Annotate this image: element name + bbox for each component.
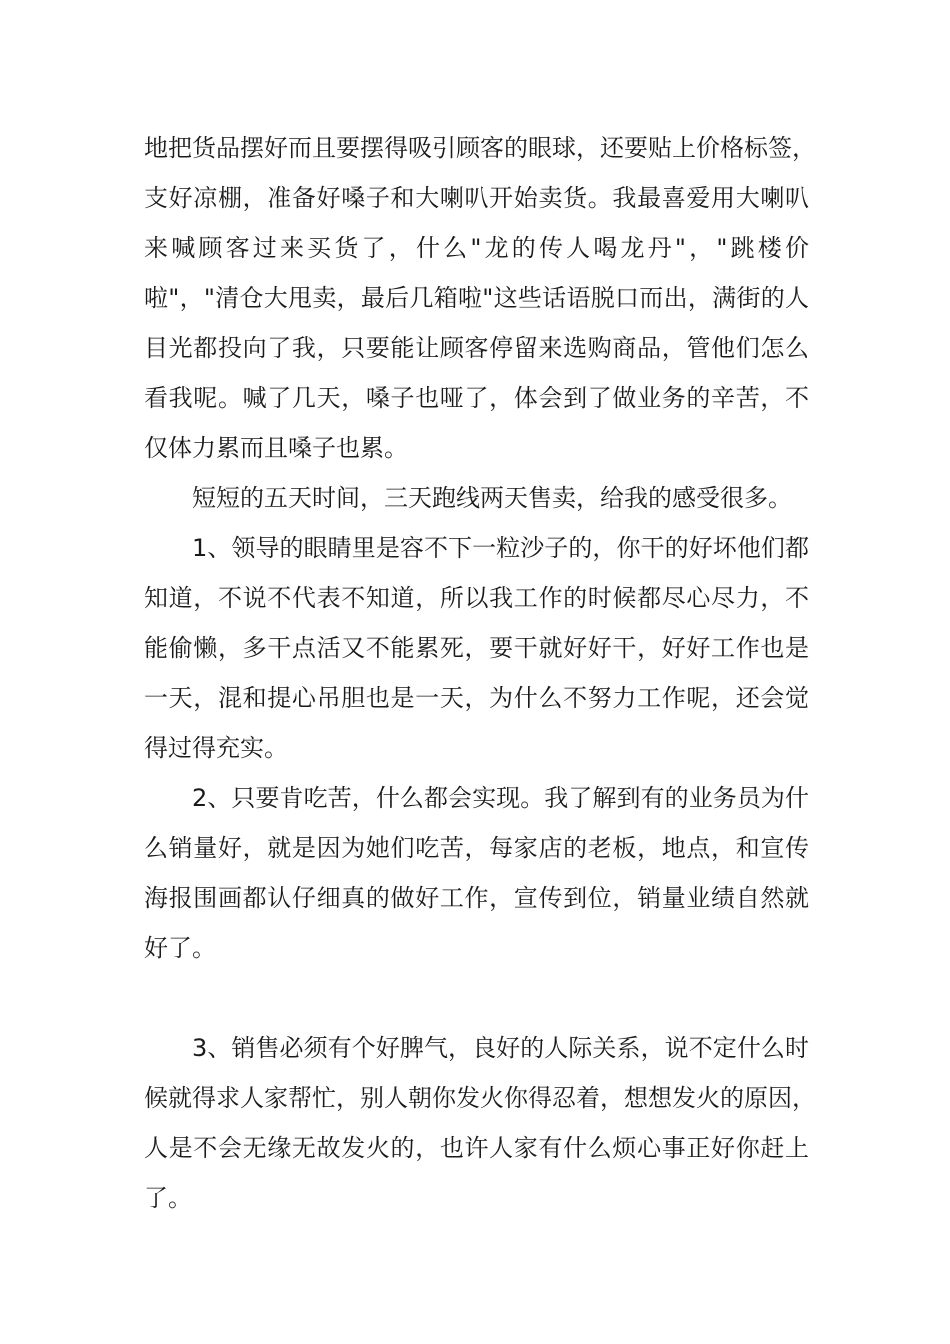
text-line: 了。 xyxy=(144,1184,192,1212)
text-line: 3、销售必须有个好脾气，良好的人际关系，说不定什么时 xyxy=(192,1034,809,1062)
text-line: 来喊顾客过来买货了，什么"龙的传人喝龙丹"，"跳楼价 xyxy=(144,234,809,262)
text-line: 得过得充实。 xyxy=(144,734,288,762)
text-line: 能偷懒，多干点活又不能累死，要干就好好干，好好工作也是 xyxy=(144,634,809,662)
text-line: 短短的五天时间，三天跑线两天售卖，给我的感受很多。 xyxy=(192,484,792,512)
text-line: 目光都投向了我，只要能让顾客停留来选购商品，管他们怎么 xyxy=(144,334,809,362)
text-line: 一天，混和提心吊胆也是一天，为什么不努力工作呢，还会觉 xyxy=(144,684,809,712)
text-line: 1、领导的眼睛里是容不下一粒沙子的，你干的好坏他们都 xyxy=(192,534,809,562)
text-line: 2、只要肯吃苦，什么都会实现。我了解到有的业务员为什 xyxy=(192,784,809,812)
text-line: 人是不会无缘无故发火的，也许人家有什么烦心事正好你赶上 xyxy=(144,1134,809,1162)
text-line: 啦"，"清仓大甩卖，最后几箱啦"这些话语脱口而出，满街的人 xyxy=(144,284,809,312)
text-line: 支好凉棚，准备好嗓子和大喇叭开始卖货。我最喜爱用大喇叭 xyxy=(144,184,809,212)
text-line: 仅体力累而且嗓子也累。 xyxy=(144,434,408,462)
text-line: 好了。 xyxy=(144,934,216,962)
text-line: 海报围画都认仔细真的做好工作，宣传到位，销量业绩自然就 xyxy=(144,884,809,912)
text-line: 候就得求人家帮忙，别人朝你发火你得忍着，想想发火的原因， xyxy=(144,1084,816,1112)
text-line: 看我呢。喊了几天，嗓子也哑了，体会到了做业务的辛苦，不 xyxy=(144,384,809,412)
text-line: 知道，不说不代表不知道，所以我工作的时候都尽心尽力，不 xyxy=(144,584,809,612)
text-line: 么销量好，就是因为她们吃苦，每家店的老板，地点，和宣传 xyxy=(144,834,809,862)
text-line: 地把货品摆好而且要摆得吸引顾客的眼球，还要贴上价格标签， xyxy=(144,134,816,162)
